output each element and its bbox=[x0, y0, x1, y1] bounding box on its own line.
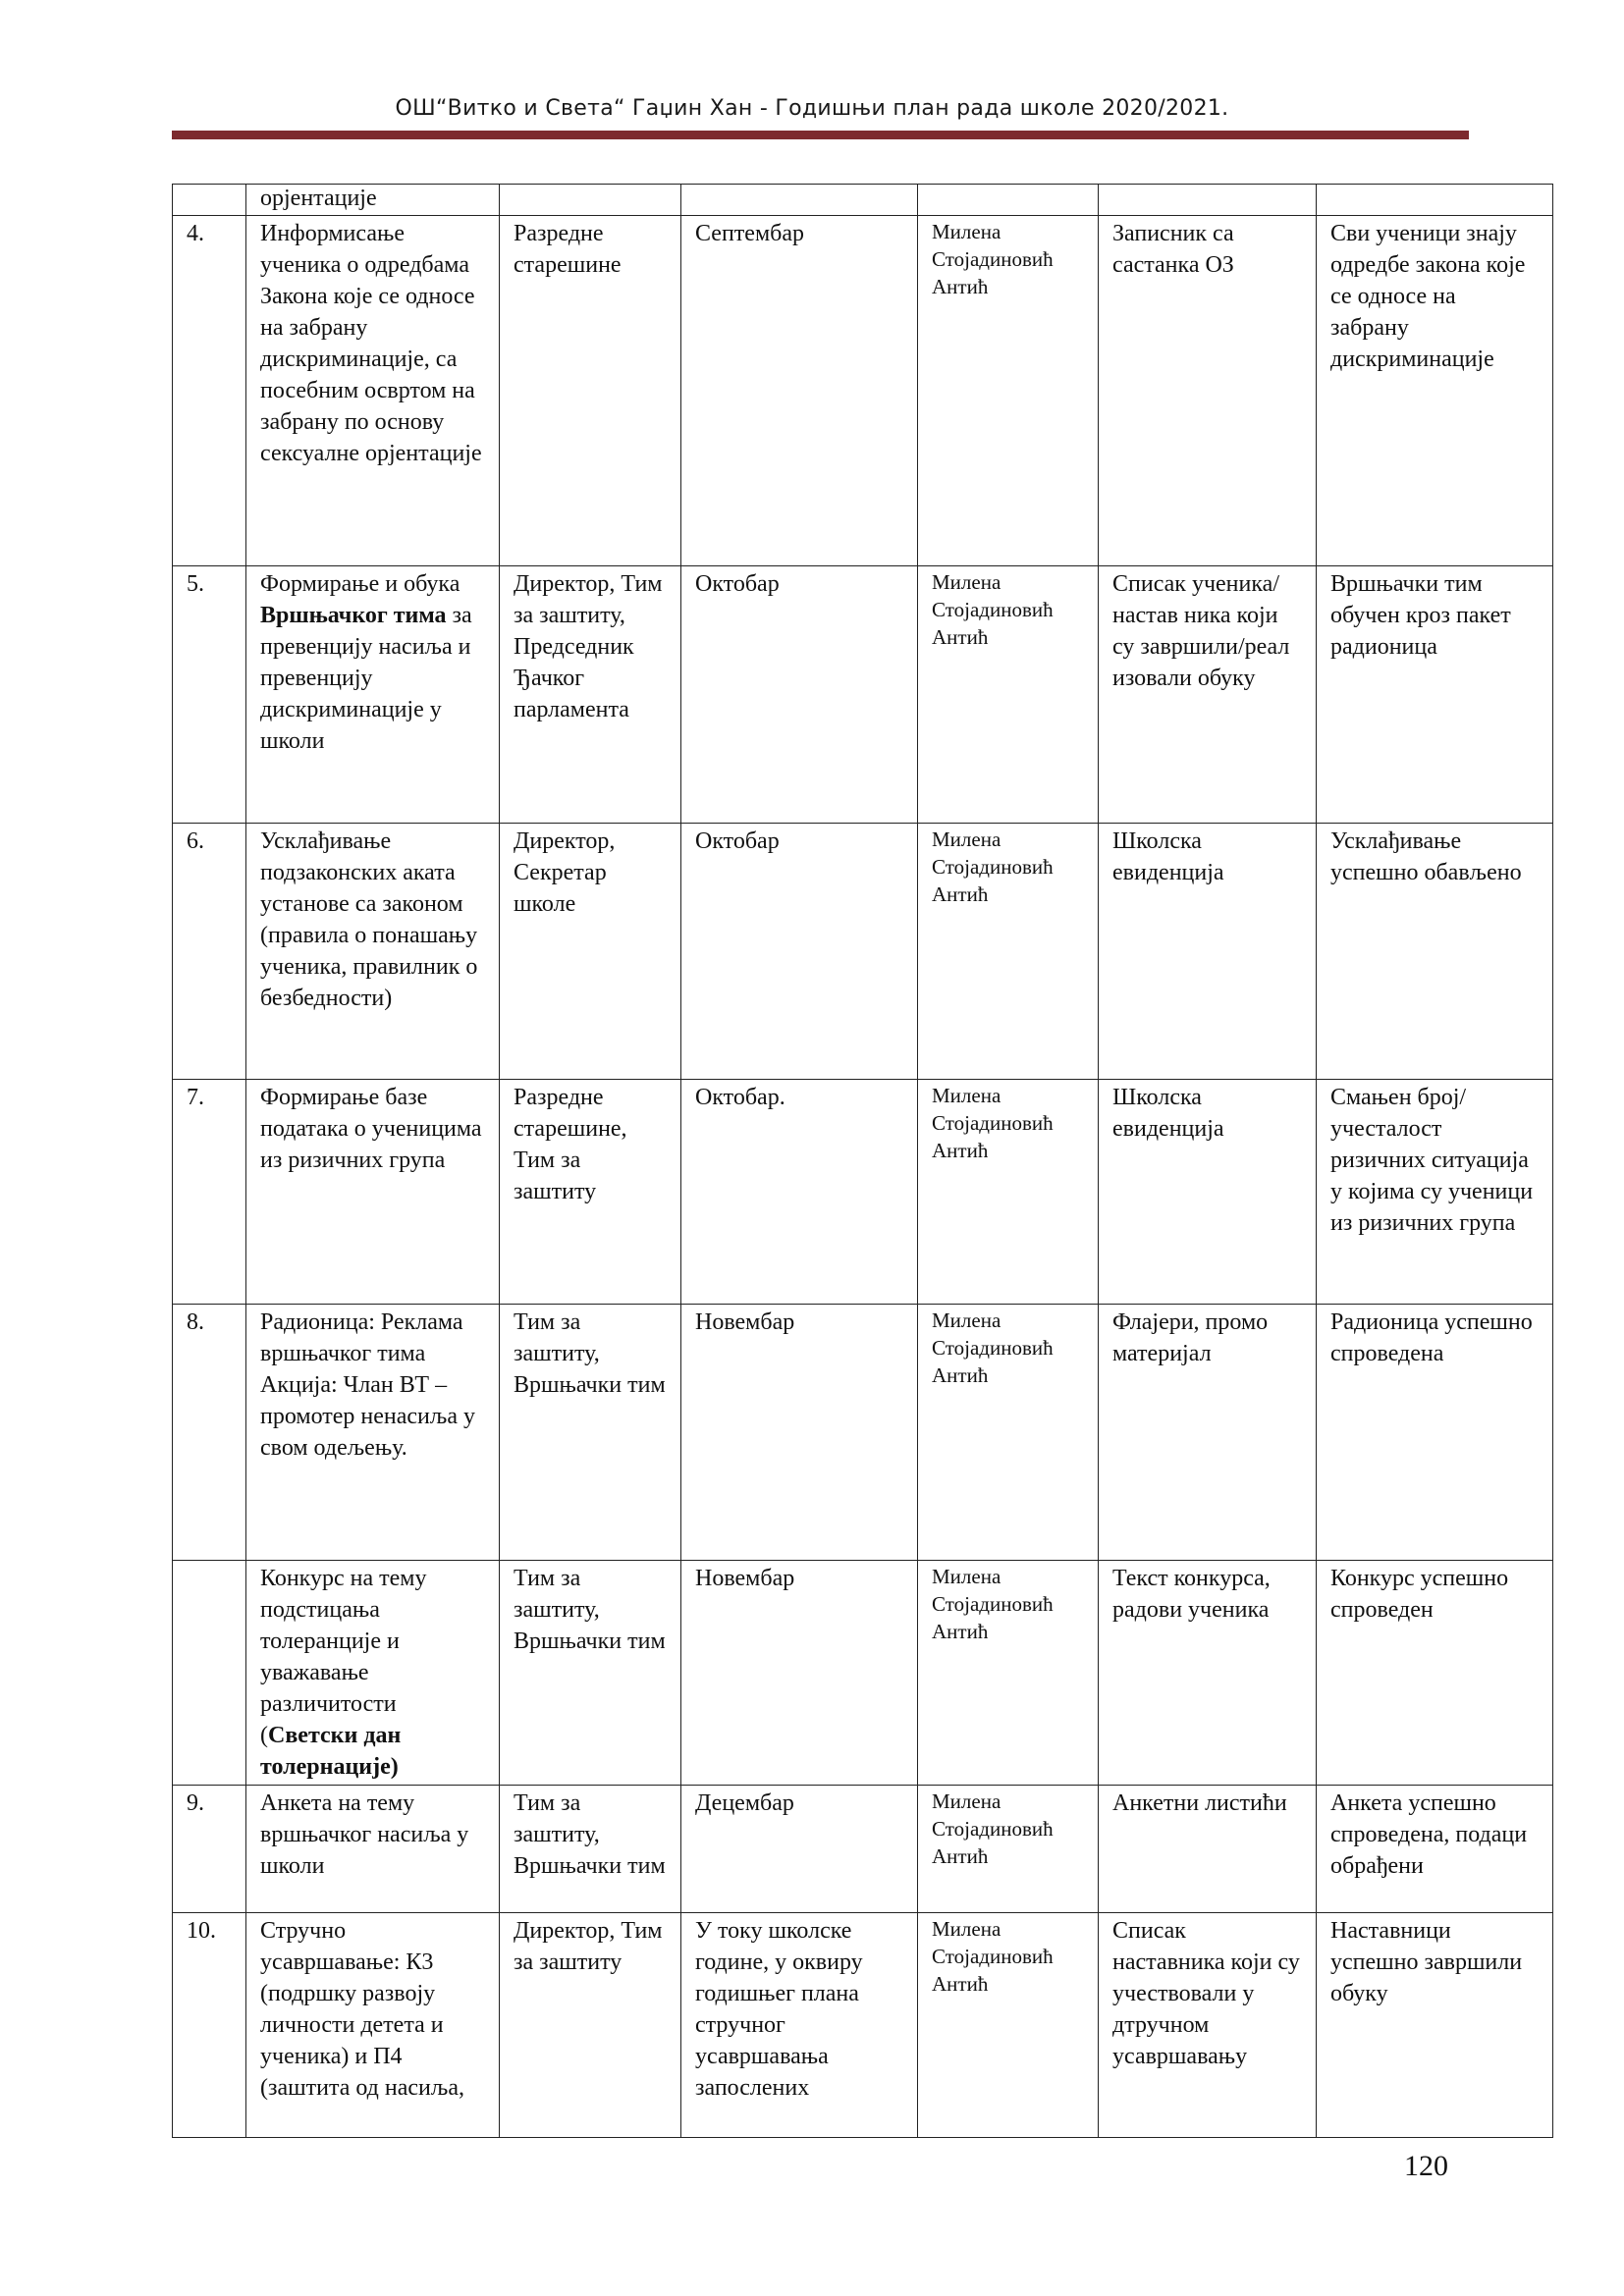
evidence-cell: Списак наставника који су учествовали у дтручном усавршавању bbox=[1099, 1913, 1317, 2138]
holders-cell: Директор, Секретар школе bbox=[500, 824, 681, 1080]
holders-cell: Тим за заштиту, Вршњачки тим bbox=[500, 1561, 681, 1786]
time-cell: Октобар bbox=[681, 566, 918, 824]
activity-cell: Информисање ученика о одредбама Закона које се односе на забрану дискриминације, са посебним освртом на забрану по основу сексуалне орјентације bbox=[246, 216, 500, 566]
row-number: 10. bbox=[173, 1913, 246, 2138]
table-row bbox=[173, 1305, 1553, 1561]
row-number: 8. bbox=[173, 1305, 246, 1561]
table-row bbox=[173, 1913, 1553, 2138]
evidence-cell: Записник са састанка ОЗ bbox=[1099, 216, 1317, 566]
activity-cell: Стручно усавршавање: К3 (подршку развоју личности детета и ученика) и П4 (заштита од насиља, bbox=[246, 1913, 500, 2138]
row-number: 6. bbox=[173, 824, 246, 1080]
outcome-cell: Наставници успешно завршили обуку bbox=[1317, 1913, 1553, 2138]
outcome-cell: Конкурс успешно спроведен bbox=[1317, 1561, 1553, 1786]
table-row bbox=[173, 824, 1553, 1080]
row-number: 7. bbox=[173, 1080, 246, 1305]
responsible-cell bbox=[918, 185, 1099, 216]
responsible-cell: Милена Стојадиновић Антић bbox=[918, 1786, 1099, 1913]
holders-cell: Директор, Тим за заштиту, Председник Ђачког парламента bbox=[500, 566, 681, 824]
outcome-cell: Анкета успешно спроведена, подаци обрађени bbox=[1317, 1786, 1553, 1913]
time-cell: Октобар bbox=[681, 824, 918, 1080]
activity-text: Конкурс на тему подстицања толеранције и уважавање различитости ( bbox=[260, 1566, 427, 1748]
holders-cell: Разредне старешине, Тим за заштиту bbox=[500, 1080, 681, 1305]
activity-cell: Формирање базе података о ученицима из ризичних група bbox=[246, 1080, 500, 1305]
evidence-cell: Текст конкурса, радови ученика bbox=[1099, 1561, 1317, 1786]
responsible-cell: Милена Стојадиновић Антић bbox=[918, 1080, 1099, 1305]
table-row bbox=[173, 566, 1553, 824]
outcome-cell: Смањен број/учесталост ризичних ситуација у којима су ученици из ризичних група bbox=[1317, 1080, 1553, 1305]
evidence-cell: Школска евиденција bbox=[1099, 824, 1317, 1080]
holders-cell: Разредне старешине bbox=[500, 216, 681, 566]
activity-text: Формирање и обука bbox=[260, 571, 460, 597]
time-cell: Септембар bbox=[681, 216, 918, 566]
table-row bbox=[173, 216, 1553, 566]
activity-cell: Радионица: Реклама вршњачког тима Акција: Члан ВТ – промотер ненасиља у свом одељењу. bbox=[246, 1305, 500, 1561]
responsible-cell: Милена Стојадиновић Антић bbox=[918, 1561, 1099, 1786]
time-cell: Децембар bbox=[681, 1786, 918, 1913]
time-cell: Новембар bbox=[681, 1305, 918, 1561]
responsible-cell: Милена Стојадиновић Антић bbox=[918, 566, 1099, 824]
outcome-cell bbox=[1317, 185, 1553, 216]
holders-cell: Тим за заштиту, Вршњачки тим bbox=[500, 1305, 681, 1561]
page-number: 120 bbox=[1404, 2150, 1448, 2182]
row-number: 9. bbox=[173, 1786, 246, 1913]
activity-emphasis: Светски дан толернације) bbox=[260, 1723, 402, 1780]
table-row bbox=[173, 1786, 1553, 1913]
table-row bbox=[173, 1080, 1553, 1305]
activity-cell: Усклађивање подзаконских аката установе са законом (правила о понашању ученика, правилник о безбедности) bbox=[246, 824, 500, 1080]
row-number: 4. bbox=[173, 216, 246, 566]
row-number bbox=[173, 185, 246, 216]
activity-cell: орјентације bbox=[246, 185, 500, 216]
holders-cell bbox=[500, 185, 681, 216]
table-row bbox=[173, 1561, 1553, 1786]
table-row bbox=[173, 185, 1553, 216]
outcome-cell: Сви ученици знају одредбе закона које се односе на забрану дискриминације bbox=[1317, 216, 1553, 566]
holders-cell: Тим за заштиту, Вршњачки тим bbox=[500, 1786, 681, 1913]
holders-cell: Директор, Тим за заштиту bbox=[500, 1913, 681, 2138]
time-cell bbox=[681, 185, 918, 216]
time-cell: Октобар. bbox=[681, 1080, 918, 1305]
row-number: 5. bbox=[173, 566, 246, 824]
time-cell: Новембар bbox=[681, 1561, 918, 1786]
activity-cell bbox=[246, 1561, 500, 1786]
evidence-cell: Флајери, промо материјал bbox=[1099, 1305, 1317, 1561]
responsible-cell: Милена Стојадиновић Антић bbox=[918, 1305, 1099, 1561]
row-number bbox=[173, 1561, 246, 1786]
responsible-cell: Милена Стојадиновић Антић bbox=[918, 216, 1099, 566]
header-rule bbox=[172, 131, 1469, 139]
outcome-cell: Радионица успешно спроведена bbox=[1317, 1305, 1553, 1561]
responsible-cell: Милена Стојадиновић Антић bbox=[918, 824, 1099, 1080]
evidence-cell: Анкетни листићи bbox=[1099, 1786, 1317, 1913]
plan-table bbox=[172, 184, 1553, 2138]
time-cell: У току школске године, у оквиру годишњег плана стручног усавршавања запослених bbox=[681, 1913, 918, 2138]
page-header-title: ОШ“Витко и Света“ Гаџин Хан - Годишњи план рада школе 2020/2021. bbox=[395, 96, 1229, 121]
activity-cell: Анкета на тему вршњачког насиља у школи bbox=[246, 1786, 500, 1913]
evidence-cell bbox=[1099, 185, 1317, 216]
activity-text: за превенцију насиља и превенцију дискриминације у школи bbox=[260, 603, 472, 754]
activity-emphasis: Вршњачког тима bbox=[260, 603, 447, 628]
outcome-cell: Усклађивање успешно обављено bbox=[1317, 824, 1553, 1080]
outcome-cell: Вршњачки тим обучен кроз пакет радионица bbox=[1317, 566, 1553, 824]
responsible-cell: Милена Стојадиновић Антић bbox=[918, 1913, 1099, 2138]
activity-cell bbox=[246, 566, 500, 824]
evidence-cell: Школска евиденција bbox=[1099, 1080, 1317, 1305]
evidence-cell: Списак ученика/настав ника који су завршили/реал изовали обуку bbox=[1099, 566, 1317, 824]
